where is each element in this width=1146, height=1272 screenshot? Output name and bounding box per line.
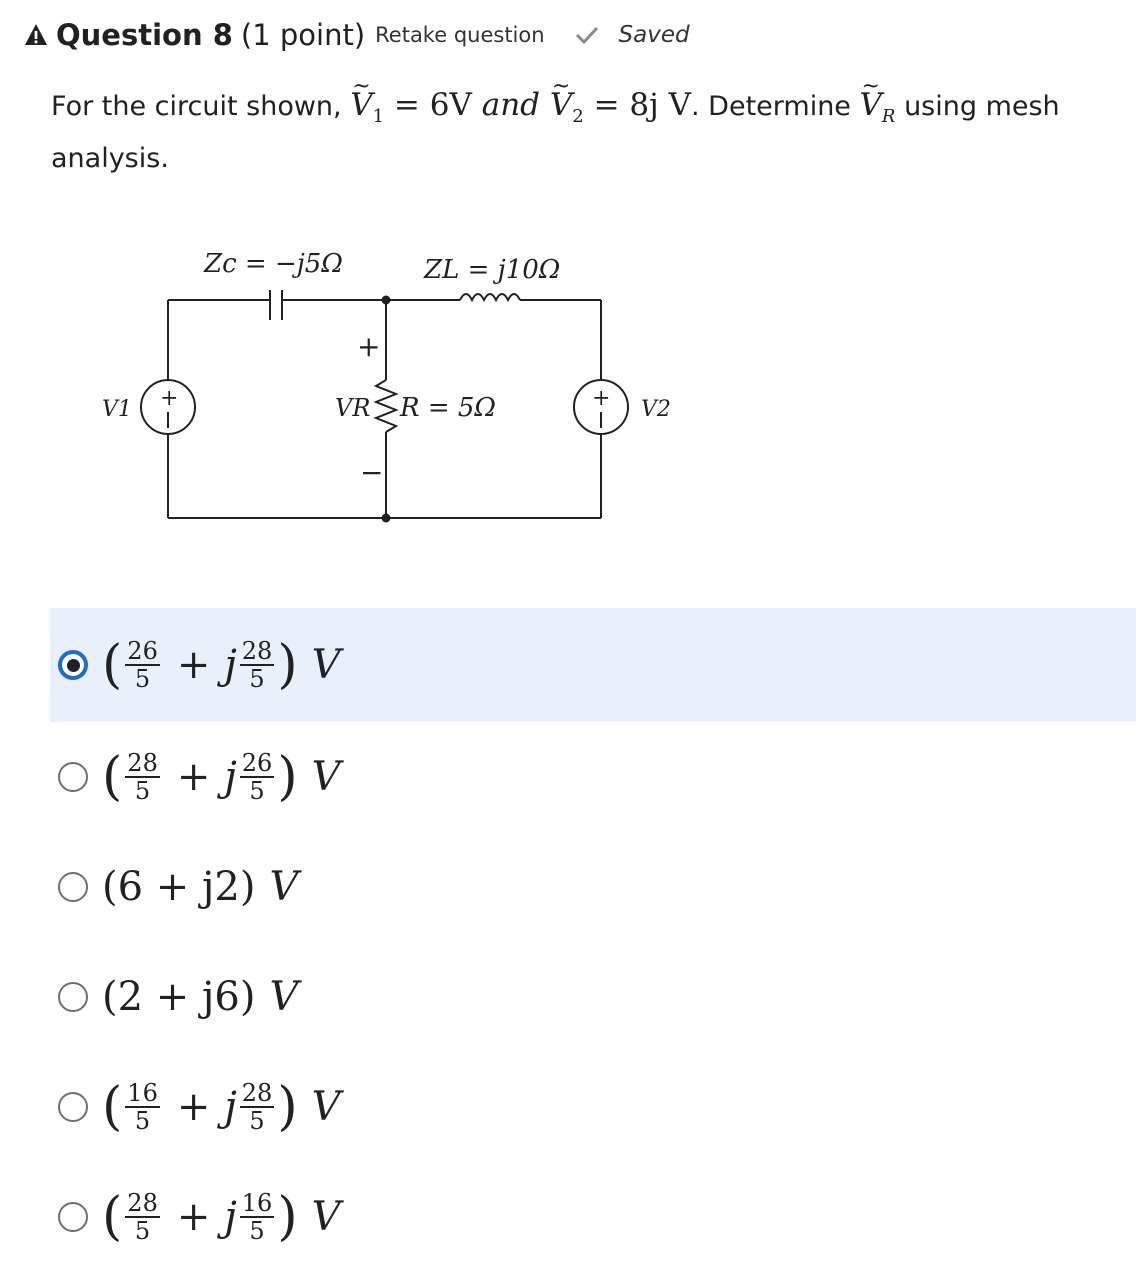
option-expression: (2 + j6) V bbox=[102, 974, 299, 1020]
check-icon bbox=[575, 25, 599, 45]
radio-button[interactable] bbox=[58, 762, 88, 792]
question-title: Question 8 bbox=[56, 18, 233, 52]
zc-label: Zc = −j5Ω bbox=[204, 249, 343, 279]
zl-label: ZL = j10Ω bbox=[424, 255, 561, 285]
answer-option[interactable] bbox=[50, 1052, 1136, 1162]
node-bottom bbox=[382, 514, 391, 523]
radio-button[interactable] bbox=[58, 1202, 88, 1232]
vr-plus: + bbox=[357, 330, 381, 363]
r-label: R = 5Ω bbox=[400, 393, 496, 423]
radio-button[interactable] bbox=[58, 650, 88, 680]
retake-question-link[interactable]: Retake question bbox=[375, 23, 545, 47]
prompt-determine: . Determine bbox=[691, 91, 851, 122]
answer-option[interactable] bbox=[50, 832, 1136, 942]
answer-options bbox=[50, 608, 1136, 1272]
option-expression: ( $\frac{28}{5}$ + j $\frac{16}{5}$ ) V bbox=[102, 1187, 341, 1247]
v1-label: V1 bbox=[102, 397, 132, 422]
v2-label: V2 bbox=[641, 397, 671, 422]
vr-label: VR bbox=[335, 394, 371, 422]
answer-option[interactable] bbox=[50, 608, 1136, 722]
source1-plus: + bbox=[160, 386, 179, 411]
warning-icon bbox=[24, 23, 48, 47]
prompt-v1: ~ $V_1 = 6V$ and ~ $V_2 = 8j$ V bbox=[350, 87, 691, 123]
node-top bbox=[382, 296, 391, 305]
question-points: (1 point) bbox=[240, 18, 366, 52]
question-header bbox=[24, 14, 690, 56]
option-expression: ( $\frac{28}{5}$ + j $\frac{26}{5}$ ) V bbox=[102, 747, 341, 807]
option-expression: ( $\frac{26}{5}$ + j $\frac{28}{5}$ ) V bbox=[102, 635, 341, 695]
question-prompt bbox=[51, 84, 1131, 180]
prompt-intro: For the circuit shown, bbox=[51, 91, 342, 122]
answer-option[interactable] bbox=[50, 1162, 1136, 1272]
circuit-diagram bbox=[0, 220, 720, 530]
saved-status: Saved bbox=[618, 22, 690, 48]
vr-minus: − bbox=[360, 456, 384, 489]
answer-option[interactable] bbox=[50, 722, 1136, 832]
radio-button[interactable] bbox=[58, 872, 88, 902]
source2-plus: + bbox=[592, 386, 611, 411]
option-expression: ( $\frac{16}{5}$ + j $\frac{28}{5}$ ) V bbox=[102, 1077, 341, 1137]
prompt-vr: ~ $V_R$ bbox=[860, 87, 896, 123]
prompt-suffix: using mesh analysis. bbox=[51, 91, 1060, 175]
radio-button[interactable] bbox=[58, 982, 88, 1012]
option-expression: (6 + j2) V bbox=[102, 864, 299, 910]
radio-button[interactable] bbox=[58, 1092, 88, 1122]
answer-option[interactable] bbox=[50, 942, 1136, 1052]
